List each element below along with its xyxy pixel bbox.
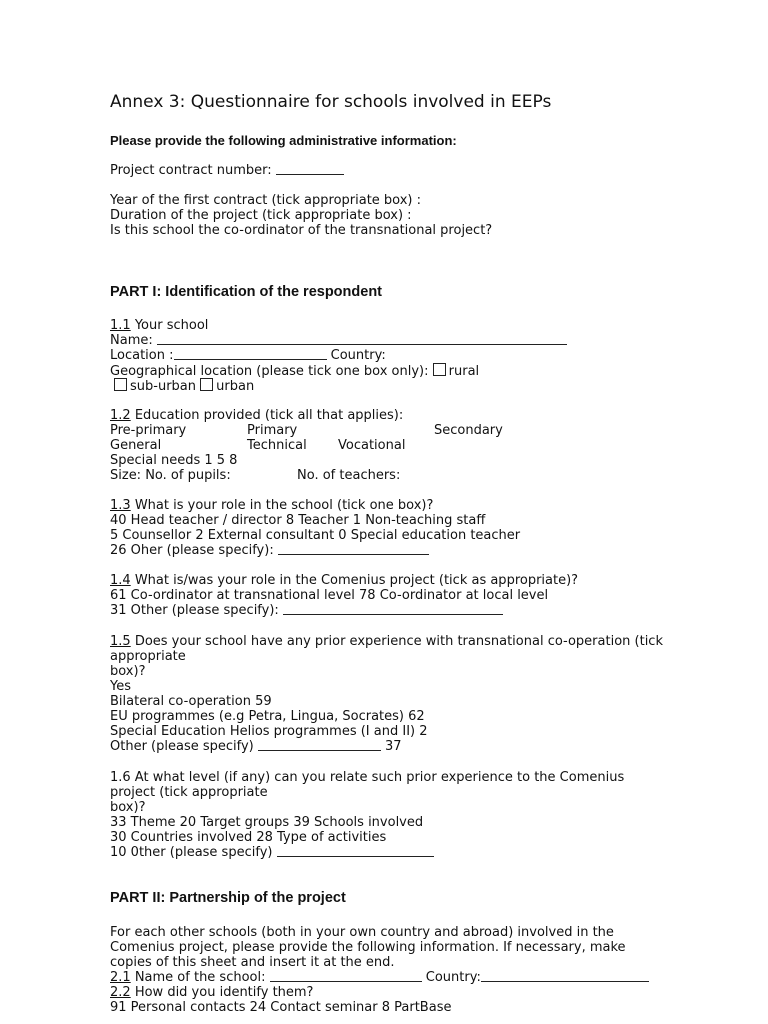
rural-checkbox[interactable]	[433, 363, 446, 376]
q1-4-other-field[interactable]	[283, 603, 503, 615]
q1-3-options-1: 40 Head teacher / director 8 Teacher 1 Non-teaching staff	[110, 513, 486, 528]
q2-1-number: 2.1	[110, 970, 131, 985]
q1-6-title: 1.6 At what level (if any) can you relate such prior experience to the Comenius	[110, 770, 625, 785]
part2-intro-3: copies of this sheet and insert it at the end.	[110, 955, 395, 970]
location-label: Location :	[110, 348, 174, 363]
general-option: General	[110, 438, 162, 453]
q1-4-text: What is/was your role in the Comenius project (tick as appropriate)?	[130, 573, 579, 588]
q1-5-line-4: Bilateral co-operation 59	[110, 694, 272, 709]
contract-number-line	[110, 163, 344, 178]
q1-1-number: 1.1	[110, 318, 131, 333]
q1-5-line-6: Special Education Helios programmes (I and II) 2	[110, 724, 428, 739]
q1-2-number: 1.2	[110, 408, 131, 423]
coordinator-question: Is this school the co-ordinator of the transnational project?	[110, 223, 493, 238]
q1-6-other-label: 10 0ther (please specify)	[110, 845, 273, 860]
school-name-field[interactable]	[157, 333, 567, 345]
q1-3-title	[110, 498, 433, 513]
q2-1-country-field[interactable]	[481, 970, 649, 982]
rural-label: rural	[448, 364, 480, 379]
q1-1-title	[110, 318, 208, 333]
technical-option: Technical	[247, 438, 307, 453]
q1-6-line-2: box)?	[110, 800, 146, 815]
q1-5-line-1: appropriate	[110, 649, 186, 664]
part2-intro-1: For each other schools (both in your own country and abroad) involved in the	[110, 925, 614, 940]
q1-5-line-5: EU programmes (e.g Petra, Lingua, Socrates) 62	[110, 709, 425, 724]
q1-5-line-2: box)?	[110, 664, 146, 679]
q1-2-title	[110, 408, 403, 423]
contract-number-field[interactable]	[276, 163, 344, 175]
q1-3-options-2: 5 Counsellor 2 External consultant 0 Special education teacher	[110, 528, 521, 543]
suburban-checkbox[interactable]	[114, 378, 127, 391]
project-duration: Duration of the project (tick appropriate box) :	[110, 208, 412, 223]
q1-1-text: Your school	[130, 318, 209, 333]
q2-1-country-label: Country:	[425, 970, 481, 985]
part2-intro-2: Comenius project, please provide the following information. If necessary, make	[110, 940, 626, 955]
document-title: Annex 3: Questionnaire for schools involved in EEPs	[110, 92, 552, 112]
q2-1-line	[110, 970, 649, 985]
q1-5-text: Does your school have any prior experience with transnational co-operation (tick	[130, 634, 663, 649]
q1-3-other-label: 26 Oher (please specify):	[110, 543, 274, 558]
part2-heading: PART II: Partnership of the project	[110, 890, 346, 906]
primary-option: Primary	[247, 423, 298, 438]
q1-6-other-field[interactable]	[277, 845, 434, 857]
q1-3-text: What is your role in the school (tick one box)?	[130, 498, 434, 513]
location-line	[110, 348, 386, 363]
admin-heading: Please provide the following administrative information:	[110, 133, 457, 148]
q2-2-number: 2.2	[110, 985, 131, 1000]
q1-4-other-line	[110, 603, 503, 618]
q1-6-line-1: project (tick appropriate	[110, 785, 268, 800]
q1-6-other-line	[110, 845, 434, 860]
q1-3-number: 1.3	[110, 498, 131, 513]
urban-label: urban	[216, 379, 255, 394]
vocational-option: Vocational	[338, 438, 406, 453]
geo-line	[110, 363, 479, 379]
q1-3-other-line	[110, 543, 429, 558]
q2-1-name-field[interactable]	[270, 970, 422, 982]
first-contract-year: Year of the first contract (tick appropriate box) :	[110, 193, 422, 208]
q2-2-text: How did you identify them?	[130, 985, 314, 1000]
school-name-line	[110, 333, 567, 348]
geo-label: Geographical location (please tick one box only):	[110, 364, 429, 379]
q2-1-text: Name of the school:	[130, 970, 266, 985]
pupils-label: Size: No. of pupils:	[110, 468, 231, 483]
country-label: Country:	[330, 348, 386, 363]
special-needs: Special needs 1 5 8	[110, 453, 238, 468]
q1-5-other-label: Other (please specify)	[110, 739, 254, 754]
secondary-option: Secondary	[434, 423, 503, 438]
q2-2-options: 91 Personal contacts 24 Contact seminar 8 PartBase	[110, 1000, 452, 1015]
q1-4-title	[110, 573, 578, 588]
q1-6-line-3: 33 Theme 20 Target groups 39 Schools involved	[110, 815, 424, 830]
q1-4-options-1: 61 Co-ordinator at transnational level 78 Co-ordinator at local level	[110, 588, 549, 603]
q1-3-other-field[interactable]	[278, 543, 429, 555]
school-name-label: Name:	[110, 333, 153, 348]
contract-number-label: Project contract number:	[110, 163, 272, 178]
q1-5-title	[110, 634, 663, 649]
q1-5-other-value: 37	[385, 739, 402, 754]
q1-5-line-3: Yes	[110, 679, 131, 694]
part1-heading: PART I: Identification of the respondent	[110, 284, 383, 300]
location-field[interactable]	[174, 348, 327, 360]
urban-checkbox[interactable]	[200, 378, 213, 391]
q2-2-title	[110, 985, 313, 1000]
q1-2-text: Education provided (tick all that applies):	[130, 408, 404, 423]
preprimary-option: Pre-primary	[110, 423, 187, 438]
q1-4-other-label: 31 Other (please specify):	[110, 603, 279, 618]
q1-5-number: 1.5	[110, 634, 131, 649]
q1-5-other-line	[110, 739, 402, 754]
q1-5-other-field[interactable]	[258, 739, 381, 751]
q1-6-line-4: 30 Countries involved 28 Type of activities	[110, 830, 387, 845]
geo-line-2	[114, 378, 254, 394]
q1-4-number: 1.4	[110, 573, 131, 588]
teachers-label: No. of teachers:	[297, 468, 401, 483]
suburban-label: sub-urban	[130, 379, 196, 394]
